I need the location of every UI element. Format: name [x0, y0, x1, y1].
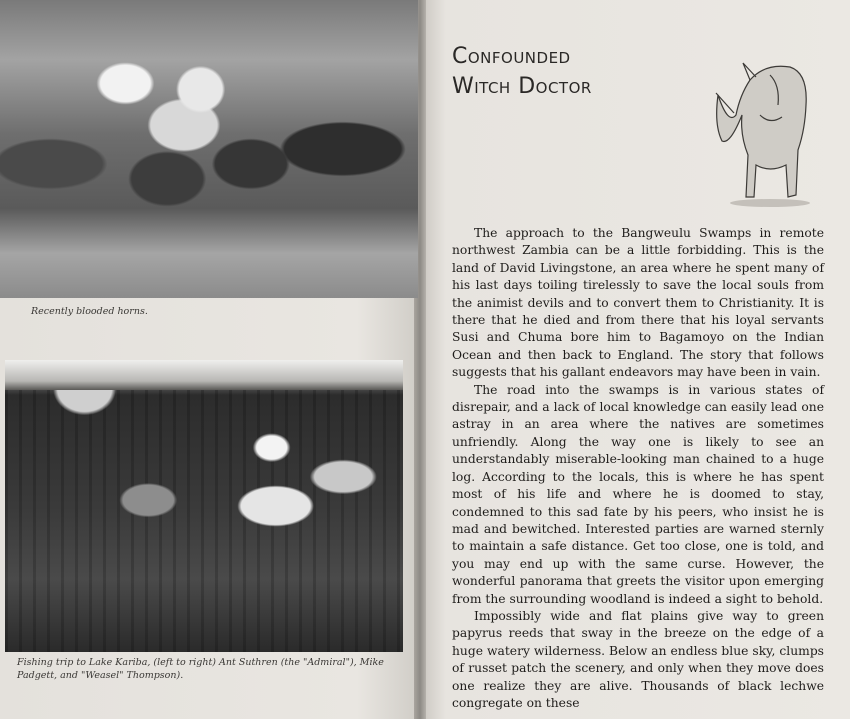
paragraph-2: The road into the swamps is in various states of disrepair, and a lack of local knowledge can easily lead one astray in an area where the natives are sometimes unfriendly. Along the way one is likely to see an understandably miserable-looking man chained to a huge log. According to the locals, this is where he has spent most of his life and where he is doomed to stay, condemned to this sad fate by his peers, who insist he is mad and bewitched. Interested parties are warned sternly to maintain a safe distance. Get too close, one is told, and you may end up with the same curse. However, the wonderful panorama that greets the visitor upon emerging from the surrounding woodland is indeed a sight to behold. — [452, 382, 824, 606]
rhino-sketch-icon — [710, 55, 815, 215]
photo-thatched-roof — [5, 360, 403, 390]
chapter-title-line1: Confounded — [452, 44, 571, 69]
paragraph-3: Impossibly wide and flat plains give way to green papyrus reeds that sway in the breeze on the edge of a huge watery wilderness. Below an endless blue sky, clumps of russet patch the scenery, and only when they move does one realize they are alive. Thousands of black lechwe congregate on these — [452, 608, 824, 710]
body-text — [452, 225, 824, 712]
photo-hunters-with-horns — [0, 0, 418, 298]
chapter-title — [452, 42, 592, 102]
photo2-caption: Fishing trip to Lake Kariba, (left to right) Ant Suthren (the "Admiral"), Mike Padgett, and "Weasel" Thompson). — [17, 657, 384, 681]
photo-fishing-trip — [5, 360, 403, 652]
photo1-caption: Recently blooded horns. — [31, 306, 148, 317]
chapter-title-line2: Witch Doctor — [452, 74, 592, 99]
paragraph-1: The approach to the Bangweulu Swamps in remote northwest Zambia can be a little forbidding. This is the land of David Livingstone, an area where he spent many of his last days toiling tirelessly to save the local souls from the animist devils and to convert them to Christianity. It is there that he died and from there that his loyal servants Susi and Chuma bore him to Bagamoyo on the Indian Ocean and then back to England. The story that follows suggests that his gallant endeavors may have been in vain. — [452, 226, 824, 380]
